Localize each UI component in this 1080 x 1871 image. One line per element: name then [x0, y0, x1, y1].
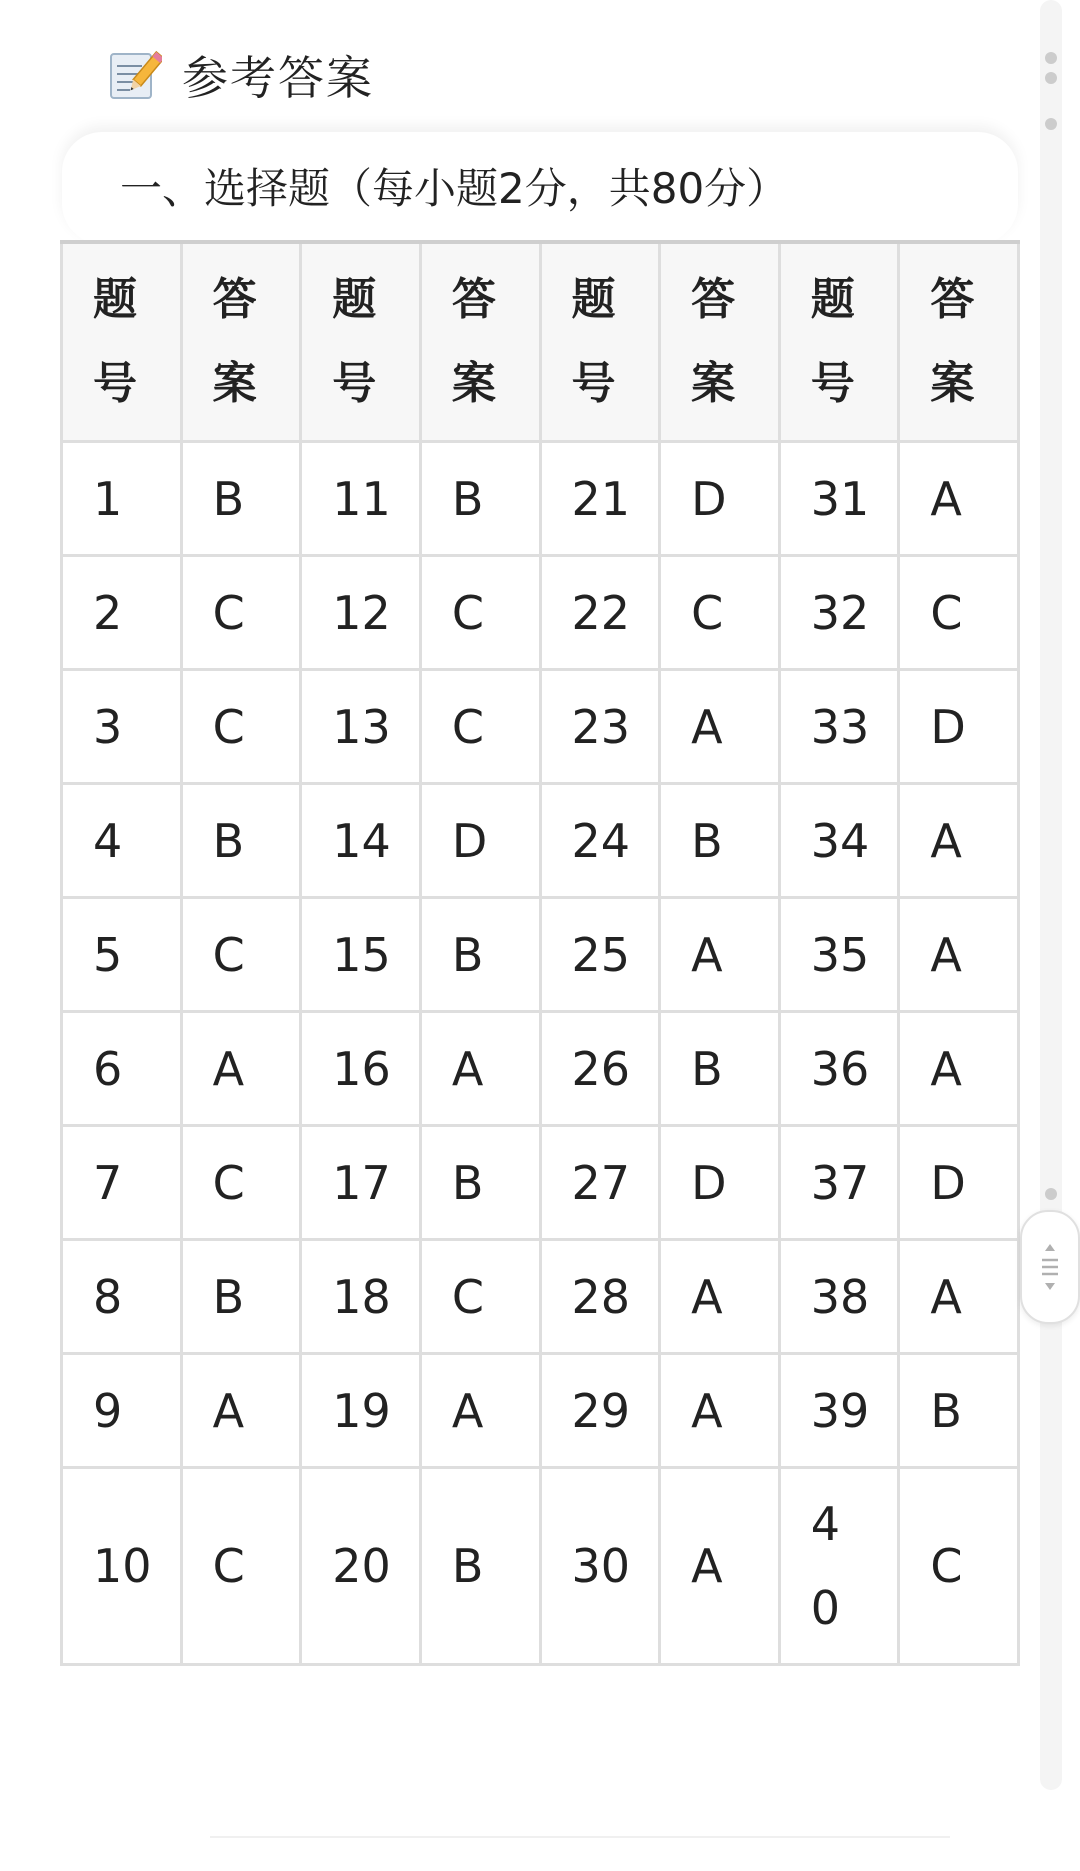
table-row: [62, 670, 1019, 784]
table-cell: 24: [540, 784, 660, 898]
table-cell: 1: [62, 442, 182, 556]
table-cell: 22: [540, 556, 660, 670]
table-cell: 34: [779, 784, 899, 898]
table-cell: 33: [779, 670, 899, 784]
table-cell: A: [420, 1354, 540, 1468]
table-cell: C: [181, 556, 301, 670]
table-cell: B: [181, 1240, 301, 1354]
table-cell: C: [660, 556, 780, 670]
scroll-dot: [1045, 118, 1057, 130]
table-row: [62, 1468, 1019, 1665]
table-cell: 8: [62, 1240, 182, 1354]
table-cell: 4: [62, 784, 182, 898]
header-cell: 题号: [301, 242, 421, 442]
page-header: [108, 40, 374, 110]
scroll-handle[interactable]: [1020, 1210, 1080, 1324]
header-cell: 答案: [899, 242, 1019, 442]
page-title: 参考答案: [182, 51, 374, 105]
table-cell: 6: [62, 1012, 182, 1126]
table-cell: B: [660, 784, 780, 898]
table-cell: 12: [301, 556, 421, 670]
table-cell: 27: [540, 1126, 660, 1240]
table-cell: A: [181, 1354, 301, 1468]
wrapped-cell-text: 40: [810, 1497, 841, 1635]
table-cell: C: [420, 556, 540, 670]
table-header-row: [62, 242, 1019, 442]
table-cell: A: [660, 670, 780, 784]
table-cell: A: [899, 784, 1019, 898]
table-cell: 20: [301, 1468, 421, 1665]
table-cell: 9: [62, 1354, 182, 1468]
scroll-dot: [1045, 1188, 1057, 1200]
table-cell: 28: [540, 1240, 660, 1354]
table-cell: 17: [301, 1126, 421, 1240]
header-cell: 题号: [779, 242, 899, 442]
table-cell: 19: [301, 1354, 421, 1468]
table-cell: B: [899, 1354, 1019, 1468]
table-cell: B: [660, 1012, 780, 1126]
table-cell: A: [660, 1468, 780, 1665]
table-cell: 13: [301, 670, 421, 784]
table-cell: 35: [779, 898, 899, 1012]
table-cell: B: [420, 1468, 540, 1665]
table-row: [62, 784, 1019, 898]
table-cell: D: [660, 1126, 780, 1240]
table-cell: 37: [779, 1126, 899, 1240]
scroll-dot: [1045, 72, 1057, 84]
table-cell: C: [420, 670, 540, 784]
table-cell: 5: [62, 898, 182, 1012]
table-cell: 29: [540, 1354, 660, 1468]
table-cell: A: [899, 442, 1019, 556]
table-row: [62, 898, 1019, 1012]
table-row: [62, 1126, 1019, 1240]
table-cell: C: [181, 898, 301, 1012]
header-cell: 题号: [62, 242, 182, 442]
divider: [210, 1836, 950, 1838]
table-cell: B: [181, 784, 301, 898]
table-cell: 39: [779, 1354, 899, 1468]
table-cell: 32: [779, 556, 899, 670]
table-cell: A: [420, 1012, 540, 1126]
table-cell: A: [899, 1240, 1019, 1354]
table-cell: 23: [540, 670, 660, 784]
table-cell: A: [660, 1354, 780, 1468]
header-cell: 答案: [660, 242, 780, 442]
table-cell: B: [420, 1126, 540, 1240]
table-cell: [779, 1468, 899, 1665]
table-row: [62, 442, 1019, 556]
table-cell: A: [660, 1240, 780, 1354]
table-cell: 15: [301, 898, 421, 1012]
memo-icon: [108, 48, 162, 102]
table-cell: 2: [62, 556, 182, 670]
table-cell: D: [899, 1126, 1019, 1240]
scroll-dot: [1045, 52, 1057, 64]
table-cell: C: [420, 1240, 540, 1354]
header-cell: 答案: [181, 242, 301, 442]
answer-table: [60, 240, 1020, 1666]
table-cell: A: [660, 898, 780, 1012]
section-title: 一、选择题（每小题2分，共80分）: [120, 164, 789, 213]
table-cell: 25: [540, 898, 660, 1012]
table-cell: D: [899, 670, 1019, 784]
table-row: [62, 1354, 1019, 1468]
table-cell: 10: [62, 1468, 182, 1665]
table-row: [62, 1012, 1019, 1126]
drag-handle-icon: [1038, 1242, 1062, 1292]
table-cell: B: [420, 898, 540, 1012]
table-cell: C: [899, 1468, 1019, 1665]
table-cell: B: [420, 442, 540, 556]
table-cell: C: [899, 556, 1019, 670]
scrollbar-track[interactable]: [1040, 0, 1062, 1790]
table-row: [62, 1240, 1019, 1354]
table-cell: 3: [62, 670, 182, 784]
table-cell: 26: [540, 1012, 660, 1126]
table-row: [62, 556, 1019, 670]
table-cell: 21: [540, 442, 660, 556]
table-cell: C: [181, 1126, 301, 1240]
table-cell: A: [181, 1012, 301, 1126]
section-heading-card: [62, 132, 1018, 244]
table-cell: A: [899, 898, 1019, 1012]
table-cell: B: [181, 442, 301, 556]
table-cell: 11: [301, 442, 421, 556]
header-cell: 答案: [420, 242, 540, 442]
header-cell: 题号: [540, 242, 660, 442]
table-cell: 36: [779, 1012, 899, 1126]
table-cell: 31: [779, 442, 899, 556]
table-cell: C: [181, 1468, 301, 1665]
table-cell: 18: [301, 1240, 421, 1354]
table-cell: C: [181, 670, 301, 784]
table-cell: 30: [540, 1468, 660, 1665]
table-cell: 14: [301, 784, 421, 898]
table-cell: A: [899, 1012, 1019, 1126]
table-cell: 16: [301, 1012, 421, 1126]
table-cell: D: [420, 784, 540, 898]
table-cell: D: [660, 442, 780, 556]
table-cell: 7: [62, 1126, 182, 1240]
table-cell: 38: [779, 1240, 899, 1354]
